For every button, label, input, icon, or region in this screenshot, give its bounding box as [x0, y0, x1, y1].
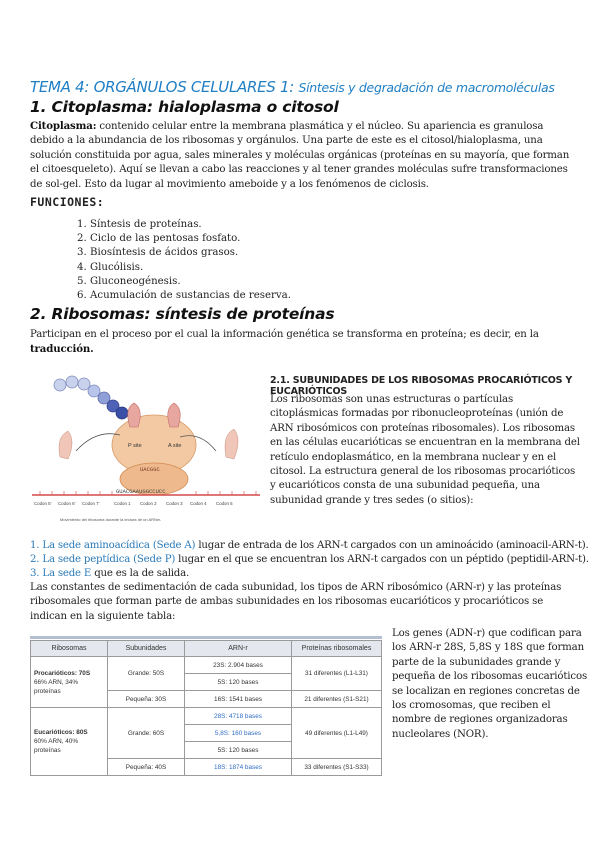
euk-detail: 60% ARN, 40%	[34, 738, 79, 745]
site-rest: lugar de entrada de los ARN-t cargados con un aminoácido (aminoacil-ARN-t).	[198, 540, 589, 551]
peptide-chain	[54, 376, 128, 419]
ribosome-illustration	[30, 367, 262, 527]
prok-name: Procarióticos: 70S	[34, 669, 91, 677]
prok-detail: 66% ARN, 34%	[34, 678, 79, 686]
site-a	[30, 539, 589, 553]
table-row	[31, 657, 382, 674]
codon-label: Codon 6'	[58, 501, 76, 506]
topic-title	[30, 78, 590, 96]
ribosome-intro	[30, 328, 575, 358]
table-row	[31, 708, 382, 725]
prok-detail: proteínas	[34, 687, 61, 695]
rna-cell: 5S: 120 bases	[185, 742, 292, 759]
cytoplasm-text: contenido celular entre la membrana plasmática y el núcleo. Su apariencia es granulosa debido a la abundancia de los ribosomas y orgánulos. Una parte de este es el citosol/hialoplasma, una solución constituida por agua, sales minerales y moléculas orgánicas (proteínas en su mayoría, que forman el citoesqueleto). Aquí se llevan a cabo las reacciones y al tener grandes moléculas sufre transformaciones de sol-gel. Esto da lugar al movimiento ameboide y a los fenómenos de ciclosis.	[30, 121, 570, 190]
table-header-row	[31, 641, 382, 657]
protein-cell: 31 diferentes (L1-L31)	[292, 657, 382, 691]
rna-cell: 16S: 1541 bases	[185, 691, 292, 708]
euk-name: Eucarióticos: 80S	[34, 729, 88, 736]
figure-caption: Movimiento del ribosoma durante la lectura de un ARNm.	[60, 517, 162, 522]
list-item: 2. Ciclo de las pentosas fosfato.	[90, 232, 291, 246]
site-num: 2.	[30, 554, 40, 565]
table-header: ARN-r	[185, 641, 292, 657]
codon-label: Codon 4	[190, 501, 207, 506]
mrna-sequence: GUACGAAUGGCCUCC	[116, 488, 166, 495]
topic-label: TEMA 4: ORGÁNULOS CELULARES 1:	[30, 78, 294, 96]
exiting-trna	[59, 431, 72, 459]
a-site-label: A site	[168, 443, 182, 449]
euk-detail: proteínas	[34, 747, 61, 754]
cytoplasm-term: Citoplasma:	[30, 120, 97, 132]
subunit-cell: Grande: 60S	[108, 708, 185, 759]
rna-cell: 18S: 1874 bases	[185, 759, 292, 776]
protein-cell: 21 diferentes (S1-S21)	[292, 691, 382, 708]
intro-text: Participan en el proceso por el cual la información genética se transforma en proteína; es decir, en la	[30, 329, 539, 340]
topic-subtitle: Síntesis y degradación de macromoléculas	[298, 80, 555, 95]
subsection-title: 2.1. SUBUNIDADES DE LOS RIBOSOMAS PROCARIÓTICOS Y EUCARIÓTICOS	[270, 375, 573, 397]
site-num: 3.	[30, 568, 40, 579]
section2-title: 2. Ribosomas: síntesis de proteínas	[30, 305, 335, 323]
subunit-cell: Grande: 50S	[108, 657, 185, 691]
incoming-trna	[225, 429, 238, 459]
site-p	[30, 553, 589, 567]
table-header: Proteínas ribosomales	[292, 641, 382, 657]
codon-label: Codon 5	[216, 501, 233, 506]
list-item: 3. Biosíntesis de ácidos grasos.	[90, 246, 291, 260]
prok-cell	[31, 657, 108, 708]
subsection-paragraph: Los ribosomas son unas estructuras o partículas citoplásmicas formadas por ribonucleoproteínas (unión de ARN ribosómicos con proteínas ribosomales). Los ribosomas en las células eucarióticas se encuentran en la membrana del retículo endoplasmático, en la membrana nuclear y en el citosol. La estructura general de los ribosomas procarióticos y eucarióticos consta de una subunidad pequeña, una subunidad grande y tres sedes (o sitios):	[270, 394, 580, 506]
table-header: Subunidades	[108, 641, 185, 657]
euk-cell	[31, 708, 108, 776]
protein-cell: 33 diferentes (S1-S33)	[292, 759, 382, 776]
site-rest: lugar en el que se encuentran los ARN-t cargados con un péptido (peptidil-ARN-t).	[178, 554, 589, 565]
list-item: 6. Acumulación de sustancias de reserva.	[90, 289, 291, 303]
list-item: 5. Gluconeogénesis.	[90, 275, 291, 289]
list-item: 4. Glucólisis.	[90, 261, 291, 275]
site-rest: que es la de salida.	[94, 568, 190, 579]
trna-p-site	[128, 403, 141, 427]
codon-label: Codon 7'	[82, 501, 100, 506]
rna-cell: 5,8S: 160 bases	[185, 725, 292, 742]
rna-cell: 5S: 120 bases	[185, 674, 292, 691]
trna-a-site	[168, 403, 181, 427]
anticodon-label: UACGGC	[140, 466, 160, 473]
codon-label: Codon 5'	[34, 501, 52, 506]
intro-bold: traducción.	[30, 343, 94, 356]
subunit-cell: Pequeña: 30S	[108, 691, 185, 708]
list-item: 1. Síntesis de proteínas.	[90, 218, 291, 232]
nor-paragraph: Los genes (ADN-r) que codifican para los ARN-r 28S, 5,8S y 18S que forman parte de la subunidades grande y pequeña de los ribosomas eucarióticos se localizan en regiones concretas de los cromosomas, que reciben el nombre de regiones organizadoras nucleolares (NOR).	[392, 628, 588, 740]
p-site-label: P site	[128, 443, 142, 449]
codon-label: Codon 2	[140, 501, 157, 506]
table-header: Ribosomas	[31, 641, 108, 657]
rna-cell: 23S: 2.904 bases	[185, 657, 292, 674]
site-e	[30, 567, 189, 581]
codon-label: Codon 1	[114, 501, 131, 506]
ribosome-table	[30, 640, 382, 776]
site-key: La sede E	[42, 568, 92, 579]
constants-paragraph: Las constantes de sedimentación de cada subunidad, los tipos de ARN ribosómico (ARN-r) y las proteínas ribosomales que forman parte de ambas subunidades en los ribosomas eucarióticos y procarióticos se indican en la siguiente tabla:	[30, 582, 562, 622]
subunit-cell: Pequeña: 40S	[108, 759, 185, 776]
functions-list	[72, 218, 291, 303]
table-top-bar	[30, 636, 382, 639]
protein-cell: 49 diferentes (L1-L49)	[292, 708, 382, 759]
site-num: 1.	[30, 540, 40, 551]
cytoplasm-paragraph	[30, 119, 575, 192]
rna-cell: 28S: 4718 bases	[185, 708, 292, 725]
codon-label: Codon 3	[166, 501, 183, 506]
functions-heading: FUNCIONES:	[30, 195, 105, 209]
site-key: La sede aminoacídica (Sede A)	[42, 540, 196, 551]
site-key: La sede peptídica (Sede P)	[42, 554, 176, 565]
section1-title: 1. Citoplasma: hialoplasma o citosol	[30, 98, 339, 116]
